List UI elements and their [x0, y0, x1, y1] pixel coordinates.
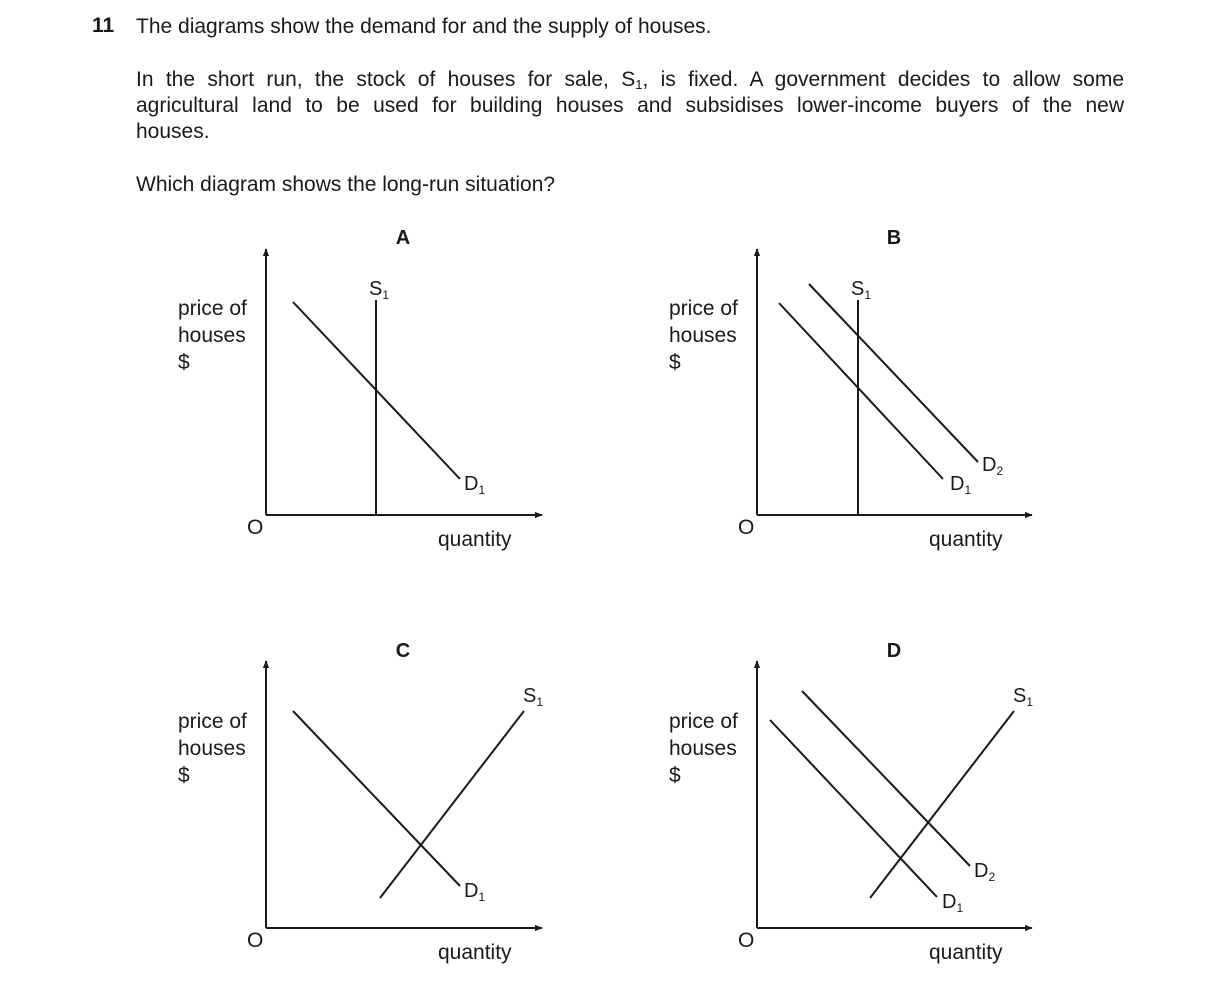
- diagram-c: [178, 640, 543, 964]
- diagram-b-y-axis-label: [669, 297, 738, 374]
- diagram-c-y-axis-label: [178, 710, 247, 787]
- ylabel-line-3: $: [669, 351, 681, 374]
- diagram-a: [178, 227, 542, 551]
- ylabel-line-3: $: [178, 351, 190, 374]
- ylabel-line-2: houses: [669, 324, 737, 347]
- diagram-a-origin: O: [247, 516, 264, 539]
- ylabel-line-1: price of: [669, 710, 738, 733]
- diagram-a-label-s1: $S_1$: [369, 278, 390, 302]
- diagram-c-label-s1: $S_1$: [523, 685, 544, 709]
- diagram-b-origin: O: [738, 516, 755, 539]
- diagram-b-label-s1: $S_1$: [851, 278, 872, 302]
- ylabel-line-3: $: [178, 764, 190, 787]
- diagram-d-letter: D: [886, 640, 902, 662]
- diagram-a-x-axis-label: quantity: [438, 528, 512, 551]
- diagram-b-label-d1: $D_1$: [950, 473, 972, 497]
- diagram-d-y-axis-label: [669, 710, 738, 787]
- ylabel-line-1: price of: [178, 710, 247, 733]
- diagram-c-origin: O: [247, 929, 264, 952]
- diagram-c-supply-s1: [380, 711, 524, 898]
- diagram-a-label-d1: $D_1$: [464, 473, 486, 497]
- diagram-b-letter: B: [886, 227, 902, 249]
- diagram-c-x-axis-label: quantity: [438, 941, 512, 964]
- diagram-d-origin: O: [738, 929, 755, 952]
- diagram-d-x-axis-label: quantity: [929, 941, 1003, 964]
- question-prompt: Which diagram shows the long-run situation?: [136, 173, 556, 196]
- para-line1-subscript: 1: [635, 77, 643, 92]
- diagram-c-demand-d1: [293, 711, 460, 886]
- para-line1-part-a: In the short run, the stock of houses for sale, S: [136, 68, 636, 91]
- ylabel-line-2: houses: [178, 324, 246, 347]
- diagram-d-label-d1: $D_1$: [942, 891, 964, 915]
- diagram-b-demand-d2: [809, 284, 978, 462]
- ylabel-line-2: houses: [178, 737, 246, 760]
- ylabel-line-3: $: [669, 764, 681, 787]
- diagram-c-label-d1: $D_1$: [464, 880, 486, 904]
- para-line1-part-b: , is fixed. A government decides to allow some: [642, 68, 1124, 91]
- diagram-d-label-d2: $D_2$: [974, 860, 996, 884]
- question-paragraph-line-2: agricultural land to be used for building houses and subsidises lower-income buyers of the new: [136, 94, 1124, 117]
- diagram-d-demand-d1: [770, 720, 937, 897]
- diagram-d-demand-d2: [802, 691, 970, 866]
- diagram-c-letter: C: [395, 640, 411, 662]
- question-number: 11: [92, 14, 115, 37]
- question-intro: The diagrams show the demand for and the supply of houses.: [136, 15, 712, 38]
- diagram-a-letter: A: [395, 227, 411, 249]
- ylabel-line-2: houses: [669, 737, 737, 760]
- question-paragraph-line-3: houses.: [136, 120, 210, 143]
- diagram-a-y-axis-label: [178, 297, 247, 374]
- diagram-b: [669, 227, 1032, 551]
- diagram-d: [669, 640, 1033, 964]
- diagram-b-demand-d1: [779, 303, 943, 479]
- ylabel-line-1: price of: [178, 297, 247, 320]
- diagram-b-x-axis-label: quantity: [929, 528, 1003, 551]
- diagram-d-label-s1: $S_1$: [1013, 685, 1034, 709]
- ylabel-line-1: price of: [669, 297, 738, 320]
- diagram-b-label-d2: $D_2$: [982, 454, 1004, 478]
